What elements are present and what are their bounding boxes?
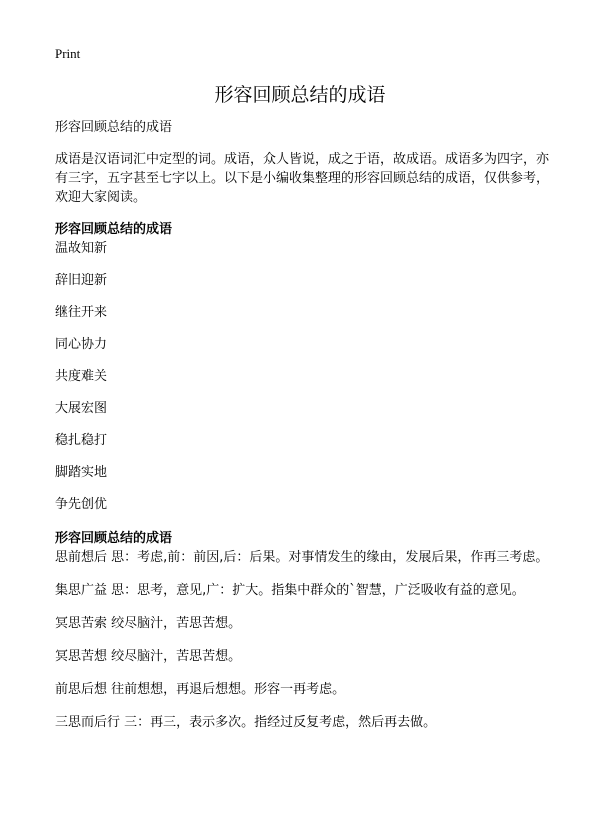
list-item: 大展宏图 bbox=[55, 401, 108, 416]
list-item: 脚踏实地 bbox=[55, 465, 108, 480]
list-item: 共度难关 bbox=[55, 369, 108, 384]
list-item: 辞旧迎新 bbox=[55, 273, 108, 288]
list-item: 继往开来 bbox=[55, 305, 108, 320]
section-heading: 形容回顾总结的成语 bbox=[55, 531, 173, 546]
definition-item: 前思后想 往前想想，再退后想想。形容一再考虑。 bbox=[55, 682, 346, 697]
list-item: 同心协力 bbox=[55, 337, 108, 352]
definition-item: 思前想后 思：考虑,前：前因,后：后果。对事情发生的缘由，发展后果，作再三考虑。 bbox=[55, 550, 549, 565]
list-item: 温故知新 bbox=[55, 241, 108, 256]
definition-item: 冥思苦想 绞尽脑汁，苦思苦想。 bbox=[55, 649, 242, 664]
subtitle: 形容回顾总结的成语 bbox=[55, 120, 173, 135]
intro-paragraph: 成语是汉语词汇中定型的词。成语，众人皆说，成之于语，故成语。成语多为四字，亦有三字，五字甚至七字以上。以下是小编收集整理的形容回顾总结的成语，仅供参考，欢迎大家阅读。 bbox=[55, 152, 550, 205]
document-content bbox=[55, 118, 555, 746]
list-item: 争先创优 bbox=[55, 497, 108, 512]
section-heading: 形容回顾总结的成语 bbox=[55, 222, 173, 237]
definition-item: 三思而后行 三：再三，表示多次。指经过反复考虑，然后再去做。 bbox=[55, 715, 437, 730]
idiom-list bbox=[55, 239, 555, 527]
definition-list bbox=[55, 548, 555, 732]
list-item: 稳扎稳打 bbox=[55, 433, 108, 448]
definition-item: 冥思苦索 绞尽脑汁，苦思苦想。 bbox=[55, 616, 242, 631]
definition-item: 集思广益 思：思考，意见,广：扩大。指集中群众的`智慧，广泛吸收有益的意见。 bbox=[55, 583, 525, 598]
page-title: 形容回顾总结的成语 bbox=[214, 84, 386, 106]
print-link[interactable]: Print bbox=[55, 46, 81, 61]
